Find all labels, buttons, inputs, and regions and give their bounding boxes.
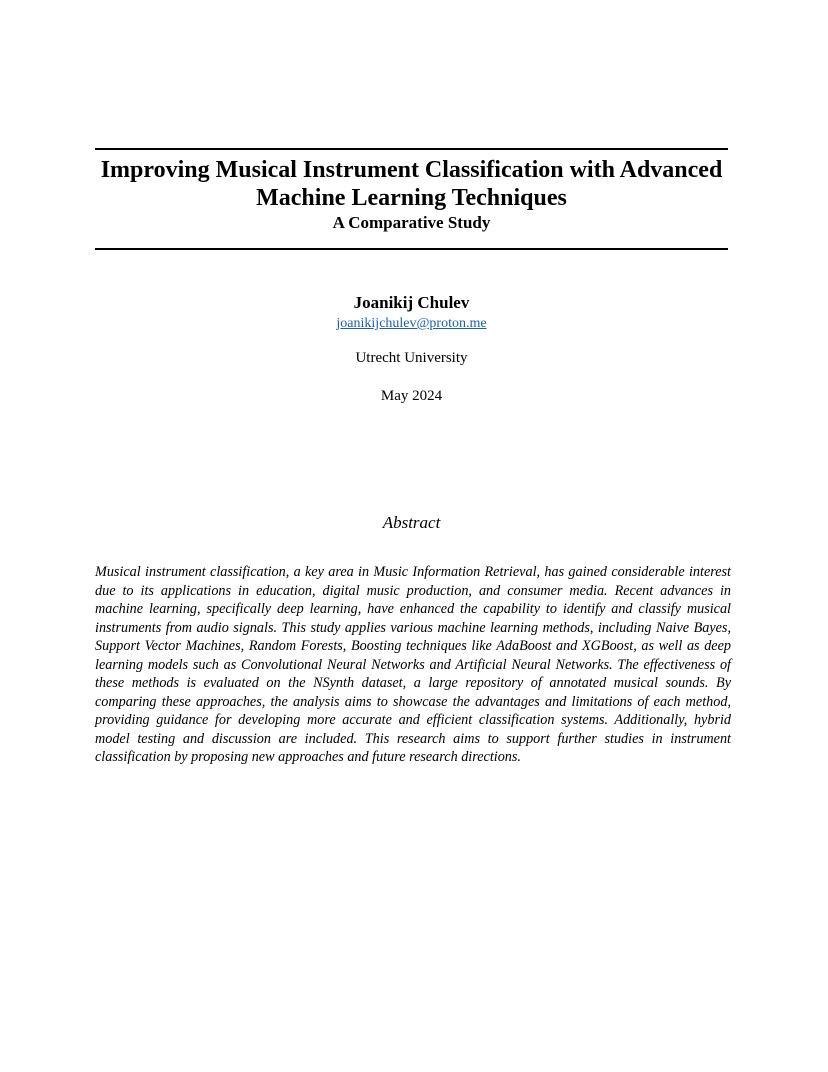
author-affiliation: Utrecht University <box>355 350 468 366</box>
title-top-rule <box>95 148 728 150</box>
title-bottom-rule <box>95 248 728 250</box>
author-email-link[interactable]: joanikijchulev@proton.me <box>336 316 487 331</box>
abstract-body: Musical instrument classification, a key area in Music Information Retrieval, has gained considerable interest due to its applications in education, digital music production, and consumer media. Recent advances in machine learning, specifically deep learning, have enhanced the capability to identify and classify musical instruments from audio signals. This study applies various machine learning methods, including Naive Bayes, Support Vector Machines, Random Forests, Boosting techniques like AdaBoost and XGBoost, as well as deep learning models such as Convolutional Neural Networks and Artificial Neural Networks. The effectiveness of these methods is evaluated on the NSynth dataset, a large repository of annotated musical sounds. By comparing these approaches, the analysis aims to showcase the advantages and limitations of each method, providing guidance for developing more accurate and efficient classification systems. Additionally, hybrid model testing and discussion are included. This research aims to support further studies in instrument classification by proposing new approaches and future research directions. <box>95 564 731 765</box>
title-block <box>95 156 728 234</box>
publication-date: May 2024 <box>380 388 443 404</box>
author-name: Joanikij Chulev <box>353 293 470 312</box>
paper-subtitle: A Comparative Study <box>332 213 491 232</box>
paper-title-line-2: Machine Learning Techniques <box>256 185 567 211</box>
paper-title-line-1: Improving Musical Instrument Classification with Advanced <box>100 157 723 183</box>
abstract-heading: Abstract <box>382 513 441 532</box>
author-block <box>95 292 728 333</box>
